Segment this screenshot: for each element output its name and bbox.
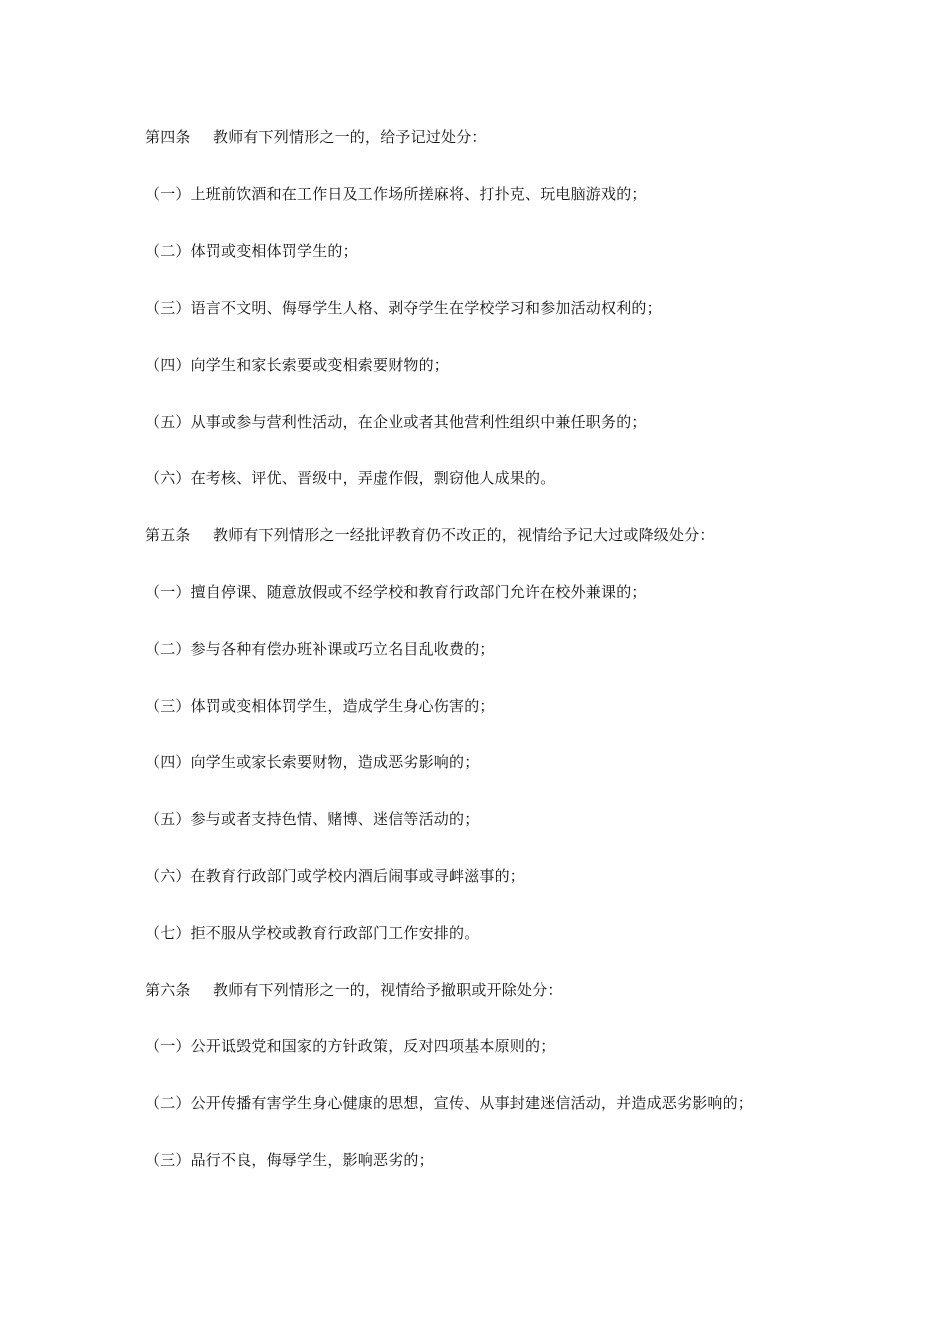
article-number: 第五条 xyxy=(145,526,191,544)
article-text: 教师有下列情形之一的，给予记过处分： xyxy=(213,128,487,146)
list-item: （二）体罚或变相体罚学生的； xyxy=(145,242,358,260)
list-item: （一）上班前饮酒和在工作日及工作场所搓麻将、打扑克、玩电脑游戏的； xyxy=(145,185,647,203)
article-number: 第六条 xyxy=(145,981,191,999)
list-item: （三）品行不良，侮辱学生，影响恶劣的； xyxy=(145,1151,434,1169)
list-item: （三）语言不文明、侮辱学生人格、剥夺学生在学校学习和参加活动权利的； xyxy=(145,299,662,317)
article-text: 教师有下列情形之一的，视情给予撤职或开除处分： xyxy=(213,981,563,999)
article-number: 第四条 xyxy=(145,128,191,146)
list-item: （六）在考核、评优、晋级中，弄虚作假，剽窃他人成果的。 xyxy=(145,469,556,487)
list-item: （二）参与各种有偿办班补课或巧立名目乱收费的； xyxy=(145,640,495,658)
article-heading xyxy=(145,127,487,147)
list-item: （一）擅自停课、随意放假或不经学校和教育行政部门允许在校外兼课的； xyxy=(145,583,647,601)
list-item: （五）参与或者支持色情、赌博、迷信等活动的； xyxy=(145,810,480,828)
article-text: 教师有下列情形之一经批评教育仍不改正的，视情给予记大过或降级处分： xyxy=(213,526,715,544)
list-item: （七）拒不服从学校或教育行政部门工作安排的。 xyxy=(145,924,480,942)
list-item: （四）向学生和家长索要或变相索要财物的； xyxy=(145,356,450,374)
list-item: （六）在教育行政部门或学校内酒后闹事或寻衅滋事的； xyxy=(145,867,526,885)
article-heading xyxy=(145,980,563,1000)
list-item: （一）公开诋毁党和国家的方针政策，反对四项基本原则的； xyxy=(145,1037,556,1055)
article-heading xyxy=(145,525,715,545)
list-item: （五）从事或参与营利性活动，在企业或者其他营利性组织中兼任职务的； xyxy=(145,413,647,431)
list-item: （四）向学生或家长索要财物，造成恶劣影响的； xyxy=(145,753,480,771)
list-item: （二）公开传播有害学生身心健康的思想，宣传、从事封建迷信活动，并造成恶劣影响的； xyxy=(145,1094,754,1112)
list-item: （三）体罚或变相体罚学生，造成学生身心伤害的； xyxy=(145,697,495,715)
